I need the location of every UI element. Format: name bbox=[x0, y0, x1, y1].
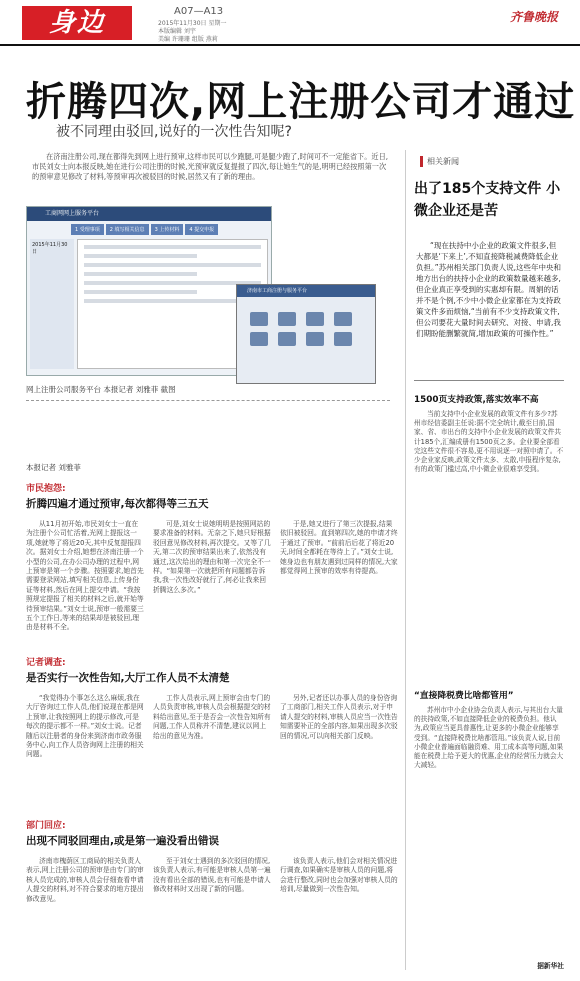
sidebar-quote: “现在扶持中小企业的政策文件很多,但大都是‘下来上’,不知直接降税减费降低企业负担。”苏州相关部门负责人说,这些年中央和地方出台的扶持小企业的政策数量越来越多,但企业真正享受到的实惠却有限。周娟的话并不是个例,不少中小微企业家都在为支持政策文件多而烦恼,“当前有不少支持政策文件,但公司要花大量时间去研究、对接、申请,我们期盼能删繁就简,增加政策的可操作性。” bbox=[416, 241, 562, 338]
form-line bbox=[84, 290, 197, 294]
body-column: 济南市槐荫区工商局的相关负责人表示,网上注册公司的预审是由专门的审核人员完成的,审核人员会仔细查看申请人提交的材料,对不符合要求的地方提出修改意见。 bbox=[26, 857, 144, 903]
service-icon bbox=[334, 332, 352, 346]
lead-paragraph: 在济南注册公司,现在都得先到网上进行预审,这样市民可以少跑腿,可是腿少跑了,时间可不一定能省下。近日,市民刘女士向本报反映,她在进行公司注册的时候,光预审就反复提报了四次,每让她生气的是,明明已经按照第一次的预审意见修改了材料,等预审再次被驳回的时候,居然又有了新的理由。 bbox=[32, 152, 389, 181]
section3-label: 部门回应: bbox=[26, 821, 66, 831]
page-range: A07—A13 bbox=[174, 6, 224, 17]
form-line bbox=[84, 263, 261, 267]
body-column: 工作人员表示,网上预审会由专门的人员负责审核,审核人员会根据提交的材料给出意见,至于是否会一次性告知所有问题,工作人员称并不清楚,建议以网上给出的意见为准。 bbox=[153, 694, 271, 740]
headline: 折腾四次,网上注册公司才通过 bbox=[26, 79, 576, 125]
section1-columns bbox=[26, 520, 398, 642]
service-icon bbox=[334, 312, 352, 326]
body-column: 该负责人表示,他们会对相关情况进行调查,如果确实是审核人员的问题,将会进行整改,同时也会加强对审核人员的培训,尽量做到一次性告知。 bbox=[280, 857, 398, 894]
gov-sidebar: 2015年11月30日 bbox=[30, 239, 74, 369]
meta-line: 美编 许珊珊 组版 燕莉 bbox=[158, 36, 218, 43]
body-column: 于是,她又进行了第三次提报,结果依旧被驳回。直到第四次,她的申请才终于通过了预审。“前前后后花了将近20天,时间全都耗在等待上了。”刘女士说,她身边也有朋友遇到过同样的情况,大家都觉得网上预审的效率有待提高。 bbox=[280, 520, 398, 576]
sidebar-body-2: 苏州市中小企业协会负责人表示,与其出台大量的扶持政策,不如直接降低企业的税费负担。他认为,政策应当更具普惠性,让更多的小微企业能够享受到。“直接降税费比啥都管用。”该负责人说,目前小微企业普遍面临融资难、用工成本高等问题,如果能在税费上给予更大的优惠,企业的经营压力就会大大减轻。 bbox=[414, 706, 564, 770]
service-icon bbox=[306, 312, 324, 326]
body-column: 至于刘女士遇到的多次驳回的情况,该负责人表示,有可能是审核人员第一遍没有看出全部的错误,也有可能是申请人修改材料时又出现了新的问题。 bbox=[153, 857, 271, 894]
sidebar-subhead-2: “直接降税费比啥都管用” bbox=[414, 691, 514, 701]
section-logo: 身边 bbox=[22, 6, 132, 40]
meta-line: 2015年11月30日 星期一 bbox=[158, 20, 227, 27]
service-icon bbox=[278, 312, 296, 326]
sidebar-title: 出了185个支持文件 小微企业还是苦 bbox=[414, 181, 561, 219]
screenshot-jinan-platform bbox=[236, 284, 376, 384]
section2-columns bbox=[26, 694, 398, 806]
form-line bbox=[84, 272, 197, 276]
sidebar-credit: 据新华社 bbox=[537, 962, 564, 970]
sidebar-body-1: 当前支持中小企业发展的政策文件有多少?苏州市经信委副主任说:据不完全统计,截至目前,国家、省、市出台的支持中小企业发展的政策文件共计185个,汇编成册有1500页之多。企业要全部看完这些文件很不容易,更不用说逐一对照申请了。不少企业家反映,政策文件太多、太散,申报程序复杂,有的政策门槛过高,中小微企业很难享受到。 bbox=[414, 410, 564, 474]
newspaper-name: 齐鲁晚报 bbox=[509, 10, 558, 24]
gov-step: 2 填写相关信息 bbox=[106, 224, 149, 235]
service-icon bbox=[306, 332, 324, 346]
section2-label: 记者调查: bbox=[26, 658, 66, 668]
divider bbox=[26, 400, 390, 401]
sidebar-subhead-1: 1500页支持政策,落实效率不高 bbox=[414, 395, 539, 405]
gov-step: 3 上传材料 bbox=[151, 224, 184, 235]
form-line bbox=[84, 254, 197, 258]
meta-line: 本版编辑 刘宇 bbox=[158, 28, 196, 35]
body-column: “我觉得办个事怎么这么麻烦,我在大厅咨询过工作人员,他们说现在都是网上预审,让我按照网上的提示修改,可是每次的提示都不一样。”刘女士说。记者随后以注册者的身份来到济南市政务服务中心,向工作人员咨询网上注册的相关问题。 bbox=[26, 694, 144, 759]
photo-caption: 网上注册公司服务平台 本报记者 刘雅菲 截图 bbox=[26, 385, 176, 394]
service-icon bbox=[278, 332, 296, 346]
related-news-tag: 相关新闻 bbox=[420, 156, 459, 167]
column-divider bbox=[405, 150, 406, 970]
gov-title-bar: 工商网网上服务平台 bbox=[27, 207, 271, 221]
form-line bbox=[84, 245, 261, 249]
form-line bbox=[84, 281, 261, 285]
body-column: 从11月初开始,市民刘女士一直在为注册个公司忙活着,光网上提报这一项,她就等了将近20天,其中反复提报四次。据刘女士介绍,她想在济南注册一个小型的公司,在办公司办理的过程中,网上预审是第一个步骤。按照要求,她首先需要登录网站,填写相关信息,上传身份证等材料,然后在网上提交申请。“我按照规定提报了相关的材料之后,就开始等待预审结果。”刘女士说,预审一般需要三五个工作日,等来的结果却是被驳回,理由是材料不全。 bbox=[26, 520, 144, 632]
gov-steps bbox=[71, 224, 271, 235]
subhead: 被不同理由驳回,说好的一次性告知呢? bbox=[56, 124, 292, 140]
service-icon bbox=[250, 312, 268, 326]
net-icon-grid bbox=[237, 297, 375, 361]
byline: 本报记者 刘雅菲 bbox=[26, 463, 81, 472]
service-icon bbox=[250, 332, 268, 346]
form-line bbox=[84, 299, 261, 303]
gov-body bbox=[27, 239, 271, 369]
section1-heading: 折腾四遍才通过预审,每次都得等三五天 bbox=[26, 498, 209, 510]
section3-columns bbox=[26, 857, 398, 972]
sidebar-divider bbox=[414, 380, 564, 381]
section2-heading: 是否实行一次性告知,大厅工作人员不太清楚 bbox=[26, 672, 230, 684]
edition-meta bbox=[158, 20, 226, 44]
section1-label: 市民抱怨: bbox=[26, 484, 66, 494]
body-column: 可是,刘女士说她明明是按照网站的要求准备的材料。无奈之下,她只好根据驳回意见修改材料,再次提交。又等了几天,第二次的预审结果出来了,依然没有通过,这次给出的理由和第一次完全不一样。“如果第一次就把所有问题都告诉我,我一次性改好就行了,何必让我来回折腾这么多次。” bbox=[153, 520, 271, 594]
gov-step: 1 受理事项 bbox=[71, 224, 104, 235]
body-column: 另外,记者还以办事人员的身份咨询了工商部门,相关工作人员表示,对于申请人提交的材料,审核人员应当一次性告知需要补正的全部内容,如果出现多次驳回的情况,可以向相关部门反映。 bbox=[280, 694, 398, 740]
gov-step: 4 提交申报 bbox=[185, 224, 218, 235]
masthead bbox=[0, 0, 580, 46]
section3-heading: 出现不同驳回理由,或是第一遍没看出错误 bbox=[26, 835, 219, 847]
net-title-bar: 济南市工商注册与服务平台 bbox=[237, 285, 375, 297]
